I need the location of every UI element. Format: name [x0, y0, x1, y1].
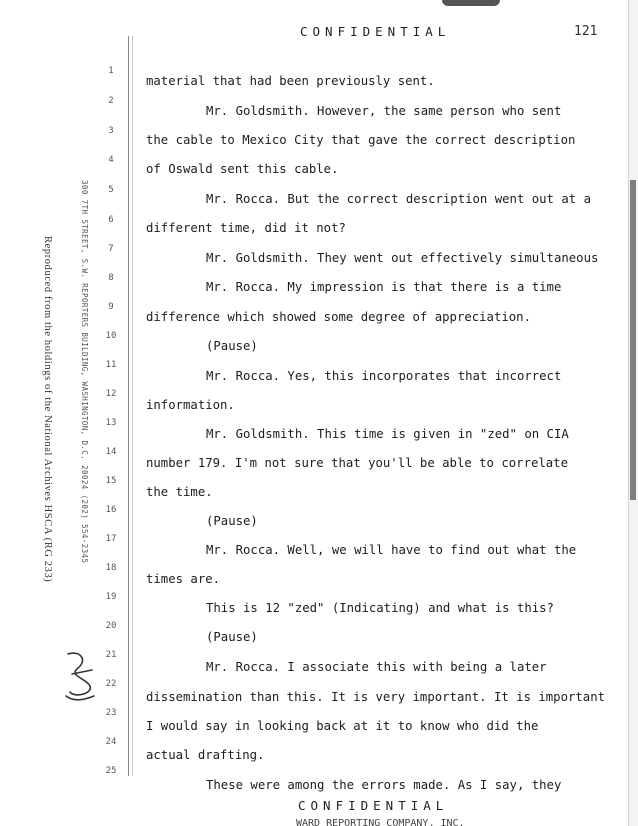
line-number: 1	[108, 66, 114, 76]
transcript-line: material that had been previously sent.	[146, 74, 435, 88]
transcript-line: Mr. Goldsmith. This time is given in "zed" on CIA	[206, 427, 569, 441]
line-number: 21	[105, 650, 117, 660]
margin-rule-inner	[132, 36, 133, 776]
transcript-line: information.	[146, 398, 235, 412]
transcript-line: the time.	[146, 485, 213, 499]
transcript-line: (Pause)	[206, 514, 258, 528]
line-number: 3	[108, 126, 114, 136]
line-number: 8	[108, 273, 114, 283]
transcript-line: Mr. Rocca. But the correct description went out at a	[206, 192, 591, 206]
transcript-line: of Oswald sent this cable.	[146, 162, 339, 176]
transcript-line: Mr. Rocca. Yes, this incorporates that incorrect	[206, 369, 562, 383]
transcript-line: different time, did it not?	[146, 221, 346, 235]
handwritten-mark-icon	[60, 648, 100, 704]
scan-edge-shadow	[630, 180, 636, 500]
line-number: 5	[108, 185, 114, 195]
transcript-line: Mr. Rocca. My impression is that there is a time	[206, 280, 562, 294]
footer-company-cut: WARD REPORTING COMPANY, INC.	[296, 818, 465, 826]
transcript-line: (Pause)	[206, 630, 258, 644]
line-number: 19	[105, 592, 117, 602]
transcript-line: actual drafting.	[146, 748, 265, 762]
line-number: 23	[105, 708, 117, 718]
line-number: 14	[105, 447, 117, 457]
transcript-line: Mr. Rocca. Well, we will have to find out what the	[206, 543, 577, 557]
line-number: 12	[105, 389, 117, 399]
line-number: 25	[105, 766, 117, 776]
line-number: 22	[105, 679, 117, 689]
line-number: 24	[105, 737, 117, 747]
transcript-line: (Pause)	[206, 339, 258, 353]
line-number: 20	[105, 621, 117, 631]
line-number: 6	[108, 215, 114, 225]
line-number: 7	[108, 244, 114, 254]
line-number: 13	[105, 418, 117, 428]
line-number: 10	[105, 331, 117, 341]
page-number: 121	[574, 24, 598, 39]
transcript-line: difference which showed some degree of appreciation.	[146, 310, 531, 324]
transcript-line: Mr. Goldsmith. They went out effectively simultaneous	[206, 251, 599, 265]
line-number: 17	[105, 534, 117, 544]
transcript-line: Mr. Rocca. I associate this with being a later	[206, 660, 547, 674]
margin-rule	[128, 36, 129, 776]
line-number: 9	[108, 302, 114, 312]
archive-reproduction-note: Reproduced from the holdings of the National Archives HSCA (RG 233)	[42, 236, 53, 583]
transcript-line: These were among the errors made. As I say, they	[206, 778, 562, 792]
top-ink-mark	[442, 0, 500, 6]
transcript-line: Mr. Goldsmith. However, the same person who sent	[206, 104, 562, 118]
footer-confidential: CONFIDENTIAL	[298, 798, 449, 813]
line-number: 18	[105, 563, 117, 573]
transcript-line: This is 12 "zed" (Indicating) and what is this?	[206, 601, 554, 615]
transcript-line: dissemination than this. It is very important. It is important	[146, 690, 606, 704]
header-confidential: CONFIDENTIAL	[300, 24, 451, 39]
transcript-line: I would say in looking back at it to know who did the	[146, 719, 539, 733]
transcript-line: the cable to Mexico City that gave the correct description	[146, 133, 576, 147]
line-number: 15	[105, 476, 117, 486]
line-number: 11	[105, 360, 117, 370]
line-number: 2	[108, 96, 114, 106]
line-number: 4	[108, 155, 114, 165]
transcript-line: times are.	[146, 572, 221, 586]
line-number: 16	[105, 505, 117, 515]
reporter-address: 300 7TH STREET, S.W. REPORTERS BUILDING, WASHINGTON, D.C. 20024 (202) 554-2345	[80, 180, 89, 564]
transcript-line: number 179. I'm not sure that you'll be able to correlate	[146, 456, 568, 470]
